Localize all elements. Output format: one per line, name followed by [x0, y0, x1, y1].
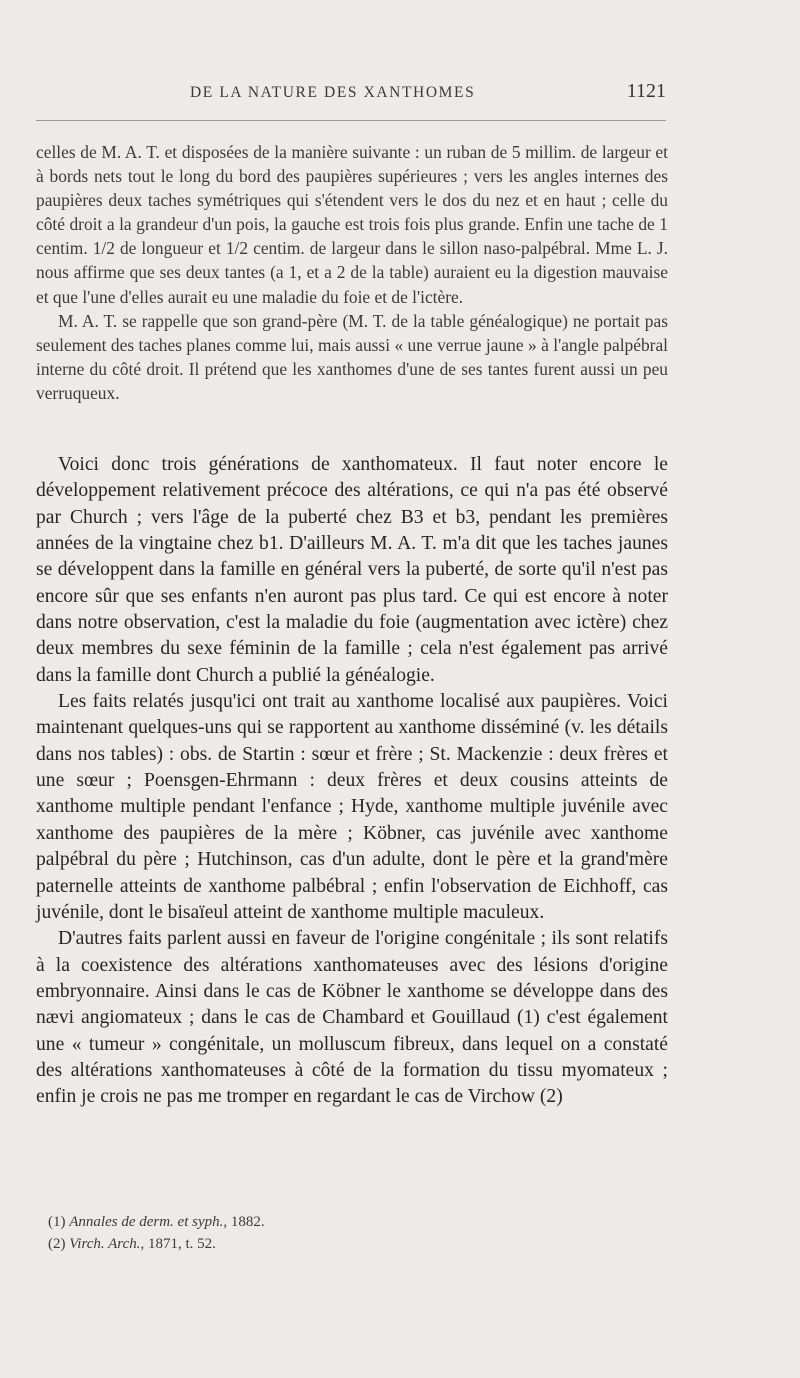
footnote-detail: 1871, t. 52. — [148, 1236, 216, 1252]
header-rule — [36, 120, 666, 121]
footnotes — [48, 1211, 608, 1255]
page-header — [36, 78, 666, 108]
footnote-detail: 1882. — [230, 1214, 265, 1230]
paragraph: D'autres faits parlent aussi en faveur de l'origine congénitale ; ils sont relatifs à la coexistence des altérations xanthomateuses avec des lésions d'origine embryonnaire. Ainsi dans le cas de Köbner le xanthome se développe dans des nævi angiomateux ; dans le cas de Chambard et Gouillaud (1) c'est également une « tumeur » congénitale, un molluscum fibreux, dans lequel on a constaté des altérations xanthomateuses à côté de la formation du tissu myomateux ; enfin je crois ne pas me tromper en regardant le cas de Virchow (2) — [36, 928, 668, 1108]
footnote-source: Annales de derm. et syph., — [69, 1214, 228, 1230]
footnote — [48, 1211, 608, 1233]
footnote-number: (2) — [48, 1236, 66, 1252]
footnote-source: Virch. Arch., — [69, 1236, 145, 1252]
footnote — [48, 1233, 608, 1255]
footnote-number: (1) — [48, 1214, 66, 1230]
paragraph: M. A. T. se rappelle que son grand-père (M. T. de la table généalogique) ne portait pas seulement des taches planes comme lui, mais aussi « une verrue jaune » à l'angle palpébral interne du côté droit. Il prétend que les xanthomes d'une de ses tantes furent aussi un peu verruqueux. — [36, 310, 668, 403]
page-number: 1121 — [626, 80, 666, 102]
paragraph: celles de M. A. T. et disposées de la manière suivante : un ruban de 5 millim. de largeur et à bords nets tout le long du bord des paupières supérieures ; vers les angles internes des paupières deux taches symétriques qui s'étendent vers le dos du nez et en haut ; celle du côté droit a la grandeur d'un pois, la gauche est trois fois plus grande. Enfin une tache de 1 centim. 1/2 de longueur et 1/2 centim. de largeur dans le sillon naso-palpébral. Mme L. J. nous affirme que ses deux tantes (a 1, et a 2 de la table) auraient eu la digestion mauvaise et que l'une d'elles aurait eu une maladie du foie et de l'ictère. — [36, 142, 668, 307]
paragraph: Les faits relatés jusqu'ici ont trait au xanthome localisé aux paupières. Voici maintenant quelques-uns qui se rapportent au xanthome disséminé (v. les détails dans nos tables) : obs. de Startin : sœur et frère ; St. Mackenzie : deux frères et une sœur ; Poensgen-Ehrmann : deux frères et deux cousins atteints de xanthome multiple pendant l'enfance ; Hyde, xanthome multiple juvénile avec xanthome des paupières de la mère ; Köbner, cas juvénile avec xanthome palpébral du père ; Hutchinson, cas d'un adulte, dont le père et la grand'mère paternelle atteints de xanthome palbébral ; enfin l'observation de Eichhoff, cas juvénile, dont le bisaïeul atteint de xanthome multiple maculeux. — [36, 691, 668, 923]
running-title: DE LA NATURE DES XANTHOMES — [190, 84, 476, 101]
main-text-block — [36, 452, 668, 1111]
small-text-block — [36, 140, 668, 405]
paragraph: Voici donc trois générations de xanthomateux. Il faut noter encore le développement relativement précoce des altérations, ce qui n'a pas été observé par Church ; vers l'âge de la puberté chez B3 et b3, pendant les premières années de la vingtaine chez b1. D'ailleurs M. A. T. m'a dit que les taches jaunes se développent dans la famille en général vers la puberté, de sorte qu'il n'est pas encore sûr que ses enfants n'en auront pas plus tard. Ce qui est encore à noter dans notre observation, c'est la maladie du foie (augmentation avec ictère) chez deux membres du sexe féminin de la famille ; cela n'est également pas arrivé dans la famille dont Church a publié la généalogie. — [36, 454, 668, 686]
